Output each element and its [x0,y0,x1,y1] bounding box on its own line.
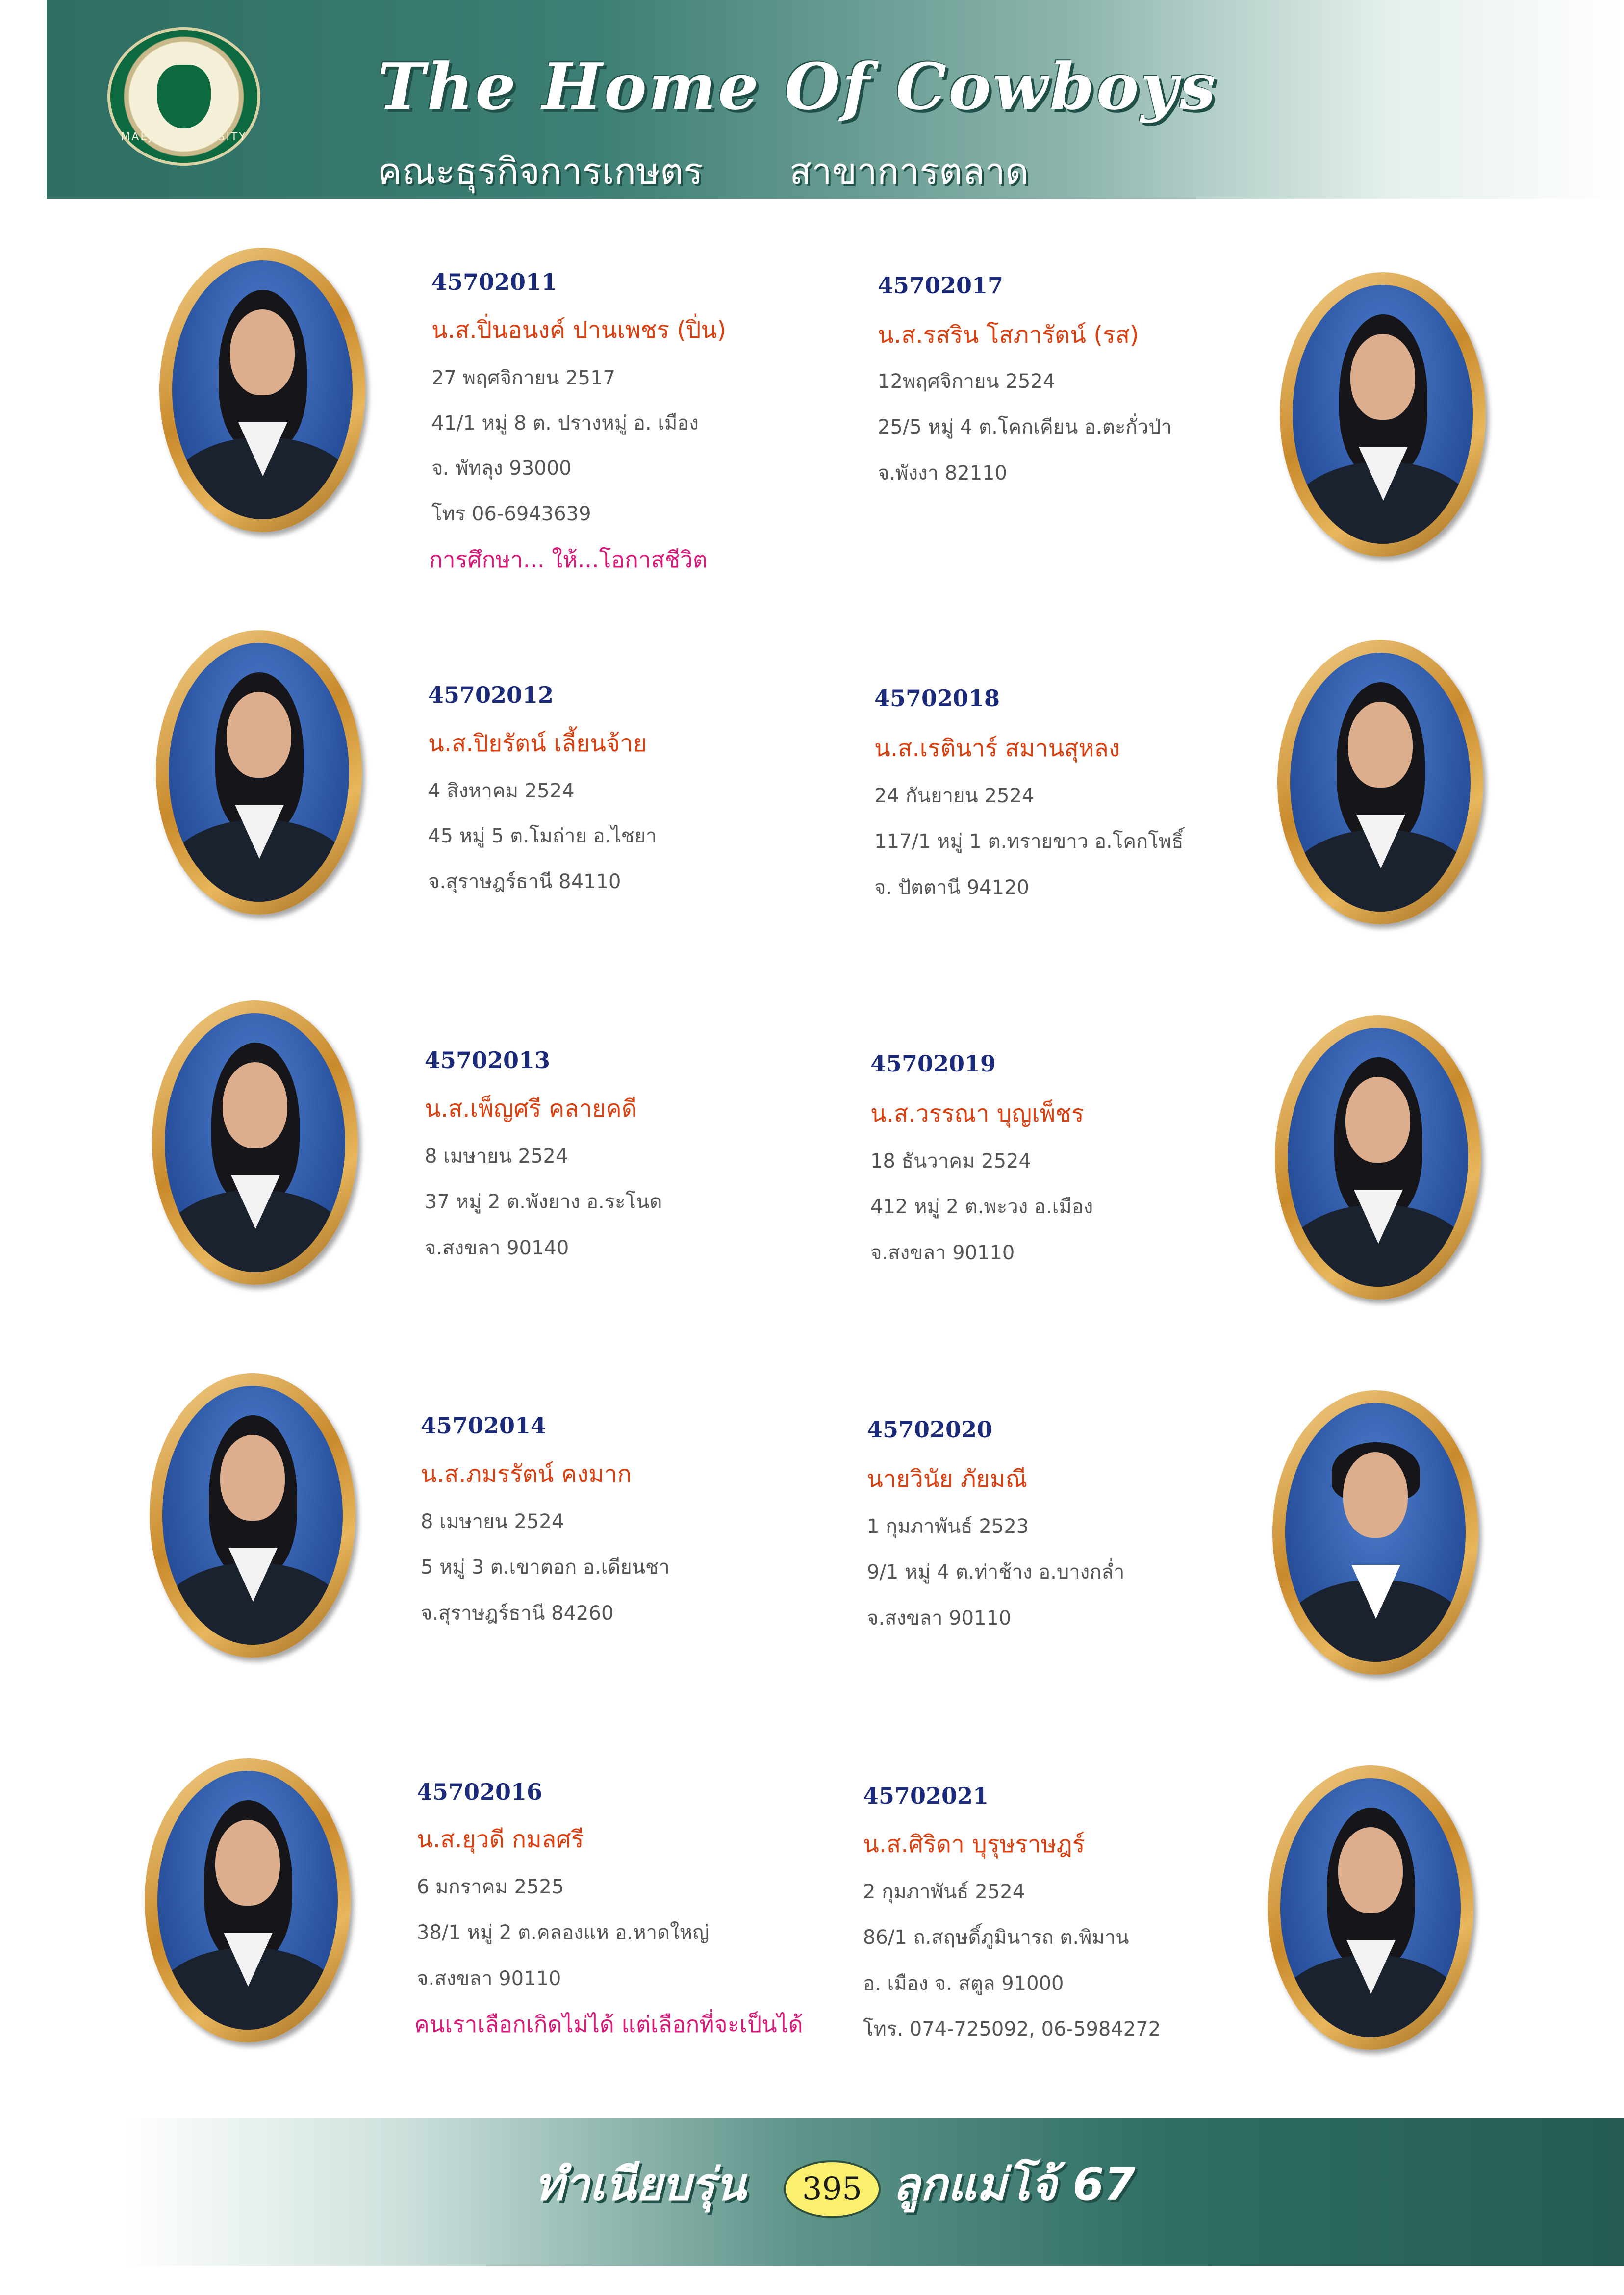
student-name: น.ส.ปิยรัตน์ เลี้ยนจ้าย [428,730,647,757]
address-line: 412 หมู่ 2 ต.พะวง อ.เมือง [870,1196,1093,1218]
student-id: 45702011 [431,269,558,295]
address-line: จ.สงขลา 90140 [425,1237,569,1259]
birth-date: 8 เมษายน 2524 [425,1145,568,1168]
student-portrait [1280,272,1486,557]
student-id: 45702016 [417,1779,543,1805]
student-portrait [1277,640,1483,924]
address-line: จ.พังงา 82110 [878,462,1008,484]
student-id: 45702018 [874,685,1000,712]
address-line: อ. เมือง จ. สตูล 91000 [863,1972,1064,1995]
address-line: 25/5 หมู่ 4 ต.โคกเคียน อ.ตะกั่วป่า [878,416,1172,438]
student-id: 45702012 [428,682,554,708]
student-id: 45702013 [425,1047,551,1073]
student-name: น.ส.วรรณา บุญเพ็ชร [870,1100,1084,1127]
address-line: จ. ปัตตานี 94120 [874,876,1029,899]
student-name: น.ส.เพ็ญศรี คลายคดี [425,1095,637,1122]
page-number: 395 [784,2160,881,2218]
seal-emblem [157,65,211,128]
birth-date: 24 กันยายน 2524 [874,785,1035,807]
address-line: 86/1 ถ.สฤษดิ์ภูมินารถ ต.พิมาน [863,1926,1129,1949]
student-name: นายวินัย ภัยมณี [867,1465,1027,1493]
student-name: น.ส.รสริน โสภารัตน์ (รส) [878,321,1139,349]
student-id: 45702017 [878,272,1004,299]
student-name: น.ส.ศิริดา บุรุษราษฎร์ [863,1831,1085,1858]
birth-date: 8 เมษายน 2524 [421,1510,564,1533]
birth-date: 1 กุมภาพันธ์ 2523 [867,1515,1029,1538]
birth-date: 4 สิงหาคม 2524 [428,780,575,802]
university-seal-icon [110,30,257,163]
student-name: น.ส.เรตินาร์ สมานสุหลง [874,735,1120,762]
address-line: 5 หมู่ 3 ต.เขาตอก อ.เดียนชา [421,1556,670,1579]
student-name: น.ส.ปิ่นอนงค์ ปานเพชร (ปิ่น) [431,316,726,344]
address-line: จ.สุราษฎร์ธานี 84260 [421,1602,614,1625]
student-id: 45702014 [421,1412,547,1439]
major-name: สาขาการตลาด [789,151,1029,193]
address-line: 117/1 หมู่ 1 ต.ทรายขาว อ.โคกโพธิ์ [874,830,1184,853]
address-line: 38/1 หมู่ 2 ต.คลองแห อ.หาดใหญ่ [417,1921,710,1944]
seal-text: MAEJO UNIVERSITY [121,131,247,143]
student-id: 45702020 [867,1416,993,1443]
student-name: น.ส.ภมรรัตน์ คงมาก [421,1460,632,1488]
student-portrait [145,1758,351,2042]
address-line: จ.สงขลา 90110 [867,1607,1012,1630]
phone: โทร 06-6943639 [431,503,591,525]
address-line: จ.สงขลา 90110 [417,1967,561,1990]
birth-date: 27 พฤศจิกายน 2517 [431,367,615,389]
student-portrait [156,630,362,915]
birth-date: 6 มกราคม 2525 [417,1876,564,1898]
birth-date: 12พฤศจิกายน 2524 [878,370,1056,393]
address-line: 41/1 หมู่ 8 ต. ปรางหมู่ อ. เมือง [431,412,699,434]
student-portrait [1272,1390,1478,1675]
birth-date: 18 ธันวาคม 2524 [870,1150,1031,1173]
address-line: จ.สงขลา 90110 [870,1242,1015,1264]
student-portrait [1275,1015,1481,1300]
birth-date: 2 กุมภาพันธ์ 2524 [863,1881,1025,1903]
student-id: 45702019 [870,1050,996,1077]
address-line: 37 หมู่ 2 ต.พังยาง อ.ระโนด [425,1191,662,1213]
motto: การศึกษา... ให้...โอกาสชีวิต [429,546,708,573]
phone: โทร. 074-725092, 06-5984272 [863,2018,1161,2040]
address-line: จ. พัทลุง 93000 [431,457,572,480]
student-portrait [1268,1765,1473,2050]
motto: คนเราเลือกเกิดไม่ได้ แต่เลือกที่จะเป็นได้ [414,2011,803,2038]
student-portrait [150,1373,355,1658]
address-line: 45 หมู่ 5 ต.โมถ่าย อ.ไชยา [428,825,657,847]
student-portrait [152,1000,358,1285]
student-portrait [159,248,365,532]
student-name: น.ส.ยุวดี กมลศรี [417,1826,584,1853]
address-line: 9/1 หมู่ 4 ต.ท่าช้าง อ.บางกล่ำ [867,1561,1125,1583]
footer-generation: ลูกแม่โจ้ 67 [892,2158,1136,2211]
student-id: 45702021 [863,1783,989,1809]
address-line: จ.สุราษฎร์ธานี 84110 [428,870,621,893]
footer-directory-title: ทำเนียบรุ่น [534,2158,746,2211]
faculty-name: คณะธุรกิจการเกษตร [378,151,703,193]
page-title: The Home Of Cowboys [378,49,1218,124]
